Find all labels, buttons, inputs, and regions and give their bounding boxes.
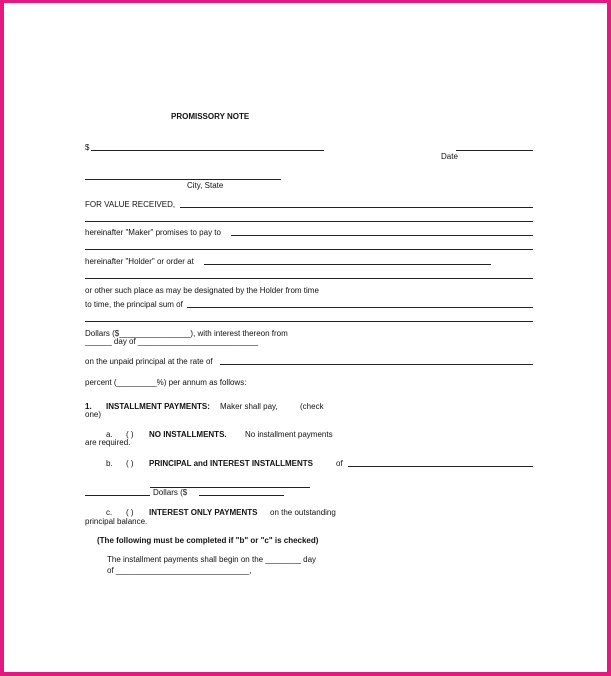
option-a-label: a. (106, 430, 113, 439)
principal-line (187, 307, 533, 308)
document-title: PROMISSORY NOTE (171, 112, 250, 121)
section-1-check: (check (300, 402, 324, 411)
option-a-text: No installment payments (245, 430, 333, 439)
option-b-heading: PRINCIPAL and INTEREST INSTALLMENTS (149, 459, 314, 468)
option-c-heading: INTEREST ONLY PAYMENTS (149, 508, 258, 517)
blank-line-3 (85, 278, 533, 279)
installment-amount-line (348, 466, 533, 467)
begin-text: The installment payments shall begin on the ________ day (107, 555, 317, 564)
rate-text: on the unpaid principal at the rate of (85, 357, 213, 366)
blank-line-1 (85, 221, 533, 222)
city-state-line (85, 179, 281, 180)
section-1-heading: INSTALLMENT PAYMENTS: (106, 402, 210, 411)
dollars-text: Dollars ($________________), with interest thereon from (85, 329, 288, 338)
option-c-text: on the outstanding (270, 508, 336, 517)
completion-note: (The following must be completed if "b" or "c" is checked) (97, 536, 319, 545)
holder-text: hereinafter "Holder" or order at (85, 257, 194, 266)
section-1-number: 1. (85, 402, 92, 411)
city-state-label: City, State (187, 181, 224, 190)
percent-text: percent (_________%) per annum as follows: (85, 378, 247, 387)
value-received-line (180, 207, 533, 208)
option-b-checkbox[interactable]: ( ) (126, 459, 134, 468)
value-received-text: FOR VALUE RECEIVED, (85, 200, 176, 209)
blank-line-2 (85, 249, 533, 250)
option-b-label: b. (106, 459, 113, 468)
option-a-text-2: are required. (85, 438, 131, 447)
address-line (204, 264, 491, 265)
day-text: ______ day of ___________________________ (85, 337, 259, 346)
payee-line (231, 235, 533, 236)
option-b-text: of (336, 459, 343, 468)
principal-text: to time, the principal sum of (85, 300, 183, 309)
option-c-checkbox[interactable]: ( ) (126, 508, 134, 517)
maker-text: hereinafter "Maker" promises to pay to (85, 228, 221, 237)
section-1-text: Maker shall pay, (220, 402, 278, 411)
date-label: Date (441, 152, 458, 161)
rate-line (220, 364, 533, 365)
section-1-one: one) (85, 410, 102, 419)
option-b-dollars: Dollars ($ (153, 488, 188, 497)
blank-line-4 (85, 321, 533, 322)
option-a-checkbox[interactable]: ( ) (126, 430, 134, 439)
option-c-text-2: principal balance. (85, 517, 148, 526)
option-c-label: c. (106, 508, 113, 517)
place-text: or other such place as may be designated by the Holder from time (85, 286, 319, 295)
amount-line (91, 150, 324, 151)
option-a-heading: NO INSTALLMENTS. (149, 430, 227, 439)
installment-dollars-line (85, 495, 150, 496)
date-line (456, 150, 533, 151)
begin-of-text: of ______________________________, (107, 566, 252, 575)
installment-figure-line (199, 495, 284, 496)
amount-dollar-sign: $ (85, 143, 90, 152)
